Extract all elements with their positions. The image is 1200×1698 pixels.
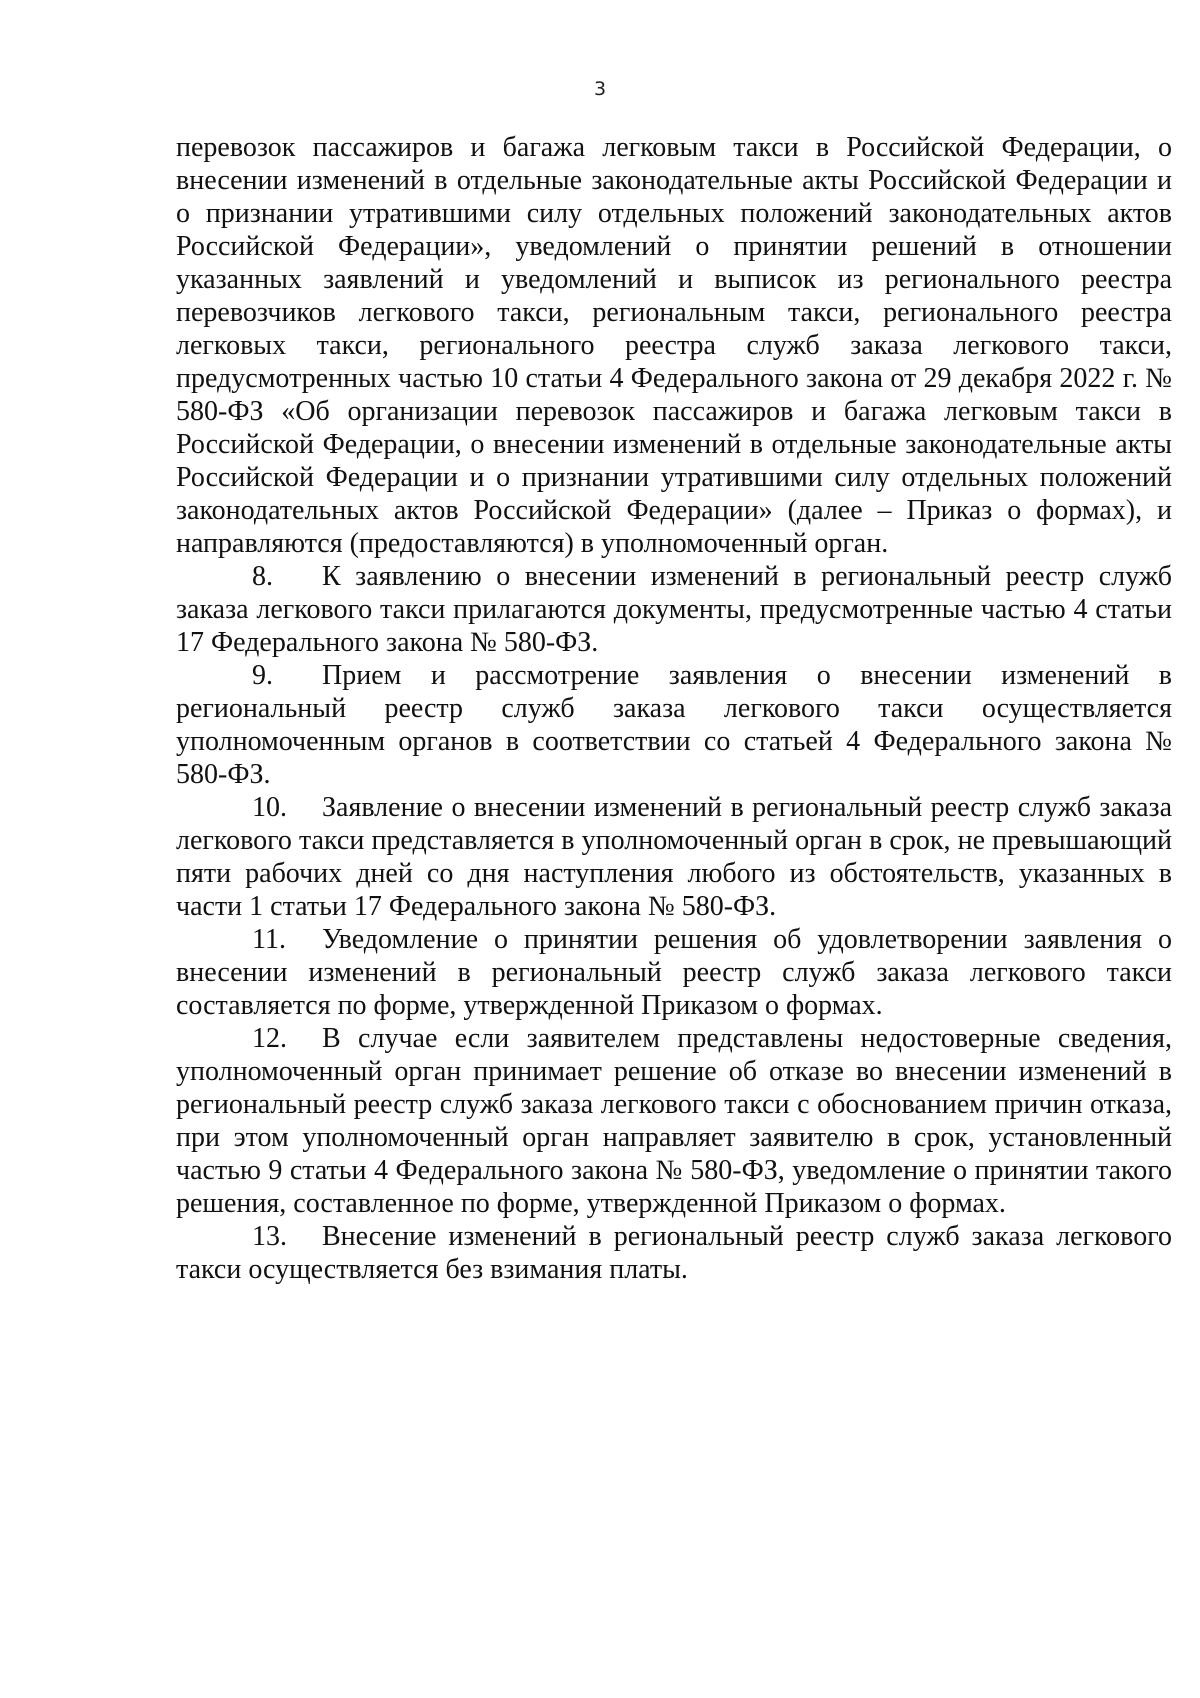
paragraph-text: К заявлению о внесении изменений в региональный реестр служб заказа легкового такси прилагаются документы, предусмотренные частью 4 статьи 17 Федерального закона № 580-ФЗ. (176, 561, 1172, 658)
paragraph-text: Прием и рассмотрение заявления о внесении изменений в региональный реестр служб заказа легкового такси осуществляется уполномоченным органов в соответствии со статьей 4 Федерального закона № 580-ФЗ. (176, 660, 1172, 790)
paragraph-text: Внесение изменений в региональный реестр служб заказа легкового такси осуществляется без взимания платы. (176, 1221, 1172, 1285)
paragraph-number: 12. (252, 1023, 287, 1054)
numbered-paragraph-11 (176, 923, 1172, 1022)
paragraph-number: 8. (252, 561, 273, 592)
paragraph-number: 11. (252, 924, 286, 955)
page-number: 3 (593, 78, 607, 100)
numbered-paragraph-10 (176, 791, 1172, 923)
document-body (176, 131, 1172, 1286)
continuation-paragraph: перевозок пассажиров и багажа легковым такси в Российской Федерации, о внесении изменений в отдельные законодательные акты Российской Федерации и о признании утратившими силу отдельных положений законодательных актов Российской Федерации», уведомлений о принятии решений в отношении указанных заявлений и уведомлений и выписок из регионального реестра перевозчиков легкового такси, региональным такси, регионального реестра легковых такси, регионального реестра служб заказа легкового такси, предусмотренных частью 10 статьи 4 Федерального закона от 29 декабря 2022 г. № 580-ФЗ «Об организации перевозок пассажиров и багажа легковым такси в Российской Федерации, о внесении изменений в отдельные законодательные акты Российской Федерации и о признании утратившими силу отдельных положений законодательных актов Российской Федерации» (далее – Приказ о формах), и направляются (предоставляются) в уполномоченный орган. (176, 132, 1172, 559)
paragraph-text: Заявление о внесении изменений в региональный реестр служб заказа легкового такси представляется в уполномоченный орган в срок, не превышающий пяти рабочих дней со дня наступления любого из обстоятельств, указанных в части 1 статьи 17 Федерального закона № 580-ФЗ. (176, 792, 1172, 922)
paragraph-number: 10. (252, 792, 287, 823)
numbered-paragraph-8 (176, 560, 1172, 659)
paragraph-number: 9. (252, 660, 273, 691)
numbered-paragraph-9 (176, 659, 1172, 791)
paragraph-text: В случае если заявителем представлены недостоверные сведения, уполномоченный орган принимает решение об отказе во внесении изменений в региональный реестр служб заказа легкового такси с обоснованием причин отказа, при этом уполномоченный орган направляет заявителю в срок, установленный частью 9 статьи 4 Федерального закона № 580-ФЗ, уведомление о принятии такого решения, составленное по форме, утвержденной Приказом о формах. (176, 1023, 1172, 1219)
numbered-paragraph-13 (176, 1220, 1172, 1286)
numbered-paragraph-12 (176, 1022, 1172, 1220)
paragraph-number: 13. (252, 1221, 287, 1252)
paragraph-text: Уведомление о принятии решения об удовлетворении заявления о внесении изменений в региональный реестр служб заказа легкового такси составляется по форме, утвержденной Приказом о формах. (176, 924, 1172, 1021)
